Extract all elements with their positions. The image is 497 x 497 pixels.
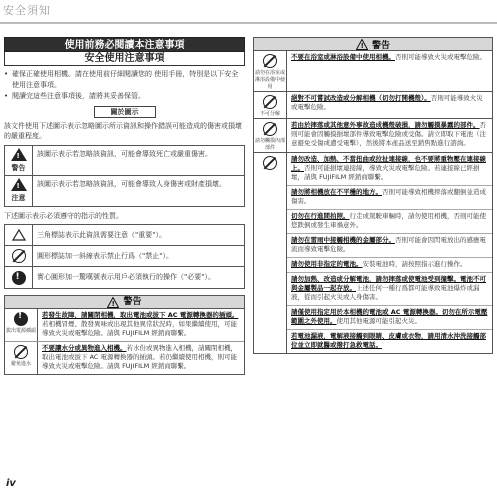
warning-triangle-icon: ! <box>11 148 27 161</box>
symbol-text: 圓形標誌加一斜線表示禁止行爲（"禁止"）。 <box>37 251 173 260</box>
warning-item: 請勿使用非指定的電池。安裝電池時，請按照指示進行操作。 <box>287 258 492 273</box>
no-water-icon <box>14 345 28 359</box>
main-banner: 使用前務必閱讀本注意事項 <box>4 37 245 52</box>
symbol-row <box>5 225 244 246</box>
icon-caption: 請勿在浴室或淋浴設備中使用 <box>254 70 285 90</box>
no-bathroom-icon <box>263 54 277 68</box>
warning-emphasis: 若發生故障，請關閉相機，取出電池或拔下 AC 電源轉換器的插頭。 <box>42 311 239 319</box>
warning-text: 若水份或異物進入相機，請關閉相機，取出電池或拔下 AC 電源轉換器的插頭。若仍繼續使用相機，則可能導致火災或電擊危險。請與 FUJIFILM 經銷商聯繫。 <box>42 344 238 370</box>
warning-header <box>4 295 245 309</box>
severity-text: 該圖示表示若忽略該資訊，可能會導致人身傷害或財產損壞。 <box>37 180 226 188</box>
warning-group <box>254 92 492 119</box>
mandatory-icon: ! <box>12 271 26 285</box>
warning-item: 切勿在行進間拍照。行走或駕駛車輛時，請勿使用相機，否則可能使您跌倒或發生車禍意外。 <box>287 210 492 234</box>
severity-label: 警告 <box>11 163 26 172</box>
page-number: iv <box>6 478 16 489</box>
severity-row-caution <box>5 176 244 206</box>
sub-banner: 安全使用注意事項 <box>4 52 245 66</box>
svg-text:!: ! <box>112 299 116 308</box>
header-divider <box>0 22 497 24</box>
triangle-icon <box>12 229 26 241</box>
warning-triangle-icon <box>107 297 119 308</box>
warning-emphasis: 不要讓水分或異物進入相機。 <box>42 344 127 352</box>
icons-intro: 該文件使用下述圖示表示忽略圖示所示資訊和操作錯誤可能造成的傷害或損壞的嚴重程度。 <box>4 121 242 140</box>
warning-item: 若由於摔落或其他意外事故造成機殼破損，請勿觸摸暴露的部件。否則可能會因觸摸損壞部件導致電擊危險或受傷。請立即取下電池（注意避免受傷或遭受電擊），然後將本產品送至銷售點進行諮詢。 <box>291 121 486 147</box>
page-section-title: 安全須知 <box>3 4 51 17</box>
warning-item: 請勿將相機放在不平穩的地方。否則可能導致相機摔落或翻倒並造成傷害。 <box>287 186 492 210</box>
symbols-intro: 下述圖示表示必須遵守的指示的性質。 <box>4 211 123 220</box>
icon-caption: 拔出電源插頭 <box>5 328 36 334</box>
warning-group <box>254 153 492 353</box>
severity-table <box>4 145 245 207</box>
warning-item: 請勿在雷雨中接觸相機的金屬部分。否則可能會因閃電放出的感應電流而導致電擊危險。 <box>287 234 492 258</box>
warning-item: 若電池漏液，電解液接觸到眼睛、皮膚或衣物，請用清水沖洗接觸部位並立即就醫或撥打急救電話。 <box>291 332 486 349</box>
warning-table <box>4 309 245 375</box>
icon-caption: 避免進水 <box>10 361 31 367</box>
left-column <box>4 37 245 375</box>
warning-title: 警告 <box>371 40 390 51</box>
symbol-text: 三角標誌表示此資訊需要注意（"重要"）。 <box>37 230 166 239</box>
icon-caption: 不可分解 <box>259 111 280 117</box>
warning-item: 不要在浴室或淋浴設備中使用相機。否則可能導致火災或電擊危險。 <box>291 53 486 61</box>
right-column <box>253 37 493 354</box>
unplug-icon: ! <box>14 312 28 326</box>
no-disassemble-icon <box>263 95 277 109</box>
warning-item: 絕對不可嘗試改造或分解相機（切勿打開機殼）。否則可能導致火災或電擊危險。 <box>291 94 483 111</box>
warning-item: 請勿加熱、改造或分解電池，請勿摔落或使電池受到撞擊。電池不可與金屬製品一起存放。上述任何一種行爲都可能導致電池爆炸或漏液，從而引起火災或人身傷害。 <box>287 273 492 306</box>
warning-group <box>254 51 492 92</box>
warning-item: 請僅使用指定用於本相機的電池或 AC 電源轉換器。切勿在所示電壓範圍之外使用。使用其他電源可能引起火災。 <box>287 306 492 330</box>
warning-triangle-icon <box>356 39 368 50</box>
warning-header <box>253 37 493 51</box>
severity-label: 注意 <box>11 194 26 202</box>
symbol-text: 實心圓形加一驚嘆號表示用戶必須執行的操作（"必要"）。 <box>37 273 215 282</box>
symbol-row <box>5 246 244 267</box>
warning-table <box>253 51 493 354</box>
prohibited-icon <box>12 249 26 263</box>
warning-text: 若相機冒煙、散發異味或出現其他異常狀況時，如果繼續使用，可能導致火災或電擊危險。請與 FUJIFILM 經銷商聯繫。 <box>42 320 237 337</box>
svg-text:!: ! <box>360 41 364 50</box>
bullet-read-manual: • 確保正確使用相機。請在使用前仔細閱讀您的 使用手冊，特別是以下安全使用注意事項。 <box>4 69 245 90</box>
warning-title: 警告 <box>123 296 142 307</box>
bullet-keep-safe: • 閱讀完這些注意事項後，請將其妥善保管。 <box>4 91 245 102</box>
no-touch-icon <box>263 122 277 136</box>
severity-row-warning <box>5 146 244 177</box>
warning-item: 請勿改造、加熱、不當扭曲或拉扯連接線，也不要將重物壓在連接線上。否則可能損壞連接線，導致火災或電擊危險。若連接線已經損壞，請與 FUJIFILM 經銷商聯繫。 <box>287 153 492 186</box>
prohibited-icon <box>263 156 277 170</box>
icon-caption: 請勿觸摸內部部件 <box>254 138 285 151</box>
symbol-row <box>5 267 244 288</box>
severity-text: 該圖示表示若忽略該資訊，可能會導致死亡或嚴重傷害。 <box>37 149 212 158</box>
warning-row <box>5 309 244 342</box>
warning-row <box>5 342 244 374</box>
section-label-icons: 關於圖示 <box>94 106 156 118</box>
symbols-table <box>4 224 245 289</box>
warning-group <box>254 119 492 153</box>
caution-triangle-icon: ! <box>11 178 27 191</box>
